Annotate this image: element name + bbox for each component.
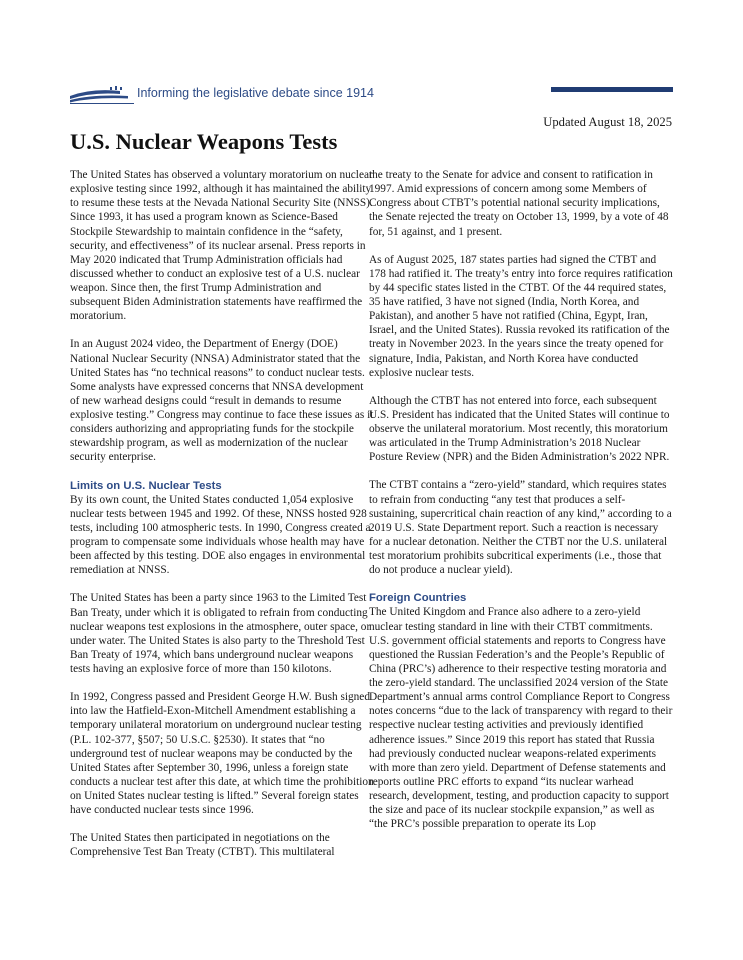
paragraph: As of August 2025, 187 states parties had signed the CTBT and 178 had ratified it. The treaty’s entry into force requires ratification by 44 specific states listed in the CTBT. Of the 44 required states, 35 have ratified, 3 have not signed (India, North Korea, and Pakistan), and another 5 have not ratified (China, Egypt, Iran, Israel, and the United States). Russia revoked its ratification of the treaty in November 2023. In the years since the treaty opened for signature, India, Pakistan, and North Korea have conducted explosive nuclear tests. [369,253,673,379]
section-heading-foreign: Foreign Countries [369,592,467,605]
paragraph: In an August 2024 video, the Department of Energy (DOE) National Nuclear Security (NNSA) Administrator stated that the United States has “no technical reasons” to conduct nuclear tests. Some analysts have expressed concerns that NNSA development of new warhead designs could “result in demands to resume explosive testing.” Congress may continue to face these issues as it considers authorizing and appropriating funds for the stockpile stewardship program, as well as modernization of the nuclear security enterprise. [70,338,374,464]
paragraph: Although the CTBT has not entered into force, each subsequent U.S. President has indicated that the United States will continue to observe the unilateral moratorium. Most recently, this moratorium was articulated in the Trump Administration’s 2018 Nuclear Posture Review (NPR) and the Biden Administration’s 2022 NPR. [369,394,670,464]
paragraph: The United Kingdom and France also adhere to a zero-yield nuclear testing standard in line with their CTBT commitments. U.S. government official statements and reports to Congress have questioned the Russian Federation’s and the People’s Republic of China (PRC’s) adherence to their respective testing moratoria and the zero-yield standard. The unclassified 2024 version of the State Department’s annual arms control Compliance Report to Congress notes concerns “due to the lack of transparency with regard to their respective nuclear testing activities and previously identified adherence issues.” Since 2019 this report has stated that Russia had previously conducted nuclear weapons-related experiments with more than zero yield. Department of Defense statements and reports outline PRC efforts to expand “its nuclear warhead research, development, testing, and production capacity to support the size and pace of its nuclear stockpile expansion,” as well as “the PRC’s possible preparation to operate its Lop [369,606,673,831]
paragraph: the treaty to the Senate for advice and consent to ratification in 1997. Amid expressions of concern among some Members of Congress about CTBT’s potential national security implications, the Senate rejected the treaty on October 13, 1999, by a vote of 48 for, 51 against, and 1 present. [369,169,669,238]
section-heading-limits: Limits on U.S. Nuclear Tests [70,479,222,492]
right-column [369,168,673,845]
paragraph: The United States then participated in negotiations on the Comprehensive Test Ban Treaty (CTBT). This multilateral [70,832,335,859]
logo-mark-icon [70,86,134,104]
paragraph: The CTBT contains a “zero-yield” standard, which requires states to refrain from conducting “any test that produces a self-sustaining, supercritical chain reaction of any kind,” according to a 2019 U.S. State Department report. Such a reaction is necessary for a nuclear detonation. Neither the CTBT nor the U.S. unilateral test moratorium prohibits subcritical experiments (i.e., those that do not produce a nuclear yield). [369,479,672,577]
paragraph: By its own count, the United States conducted 1,054 explosive nuclear tests between 1945 and 1992. Of these, NNSS hosted 928 tests, including 100 atmospheric tests. In 1990, Congress created a program to compensate some individuals whose health may have been affected by this testing. DOE also engages in environmental remediation at NNSS. [70,493,371,577]
left-column [70,168,374,874]
page-title: U.S. Nuclear Weapons Tests [70,129,338,154]
paragraph: The United States has observed a voluntary moratorium on nuclear explosive testing since 1992, although it has maintained the ability to resume these tests at the Nevada National Security Site (NNSS). Since 1993, it has used a program known as Science-Based Stockpile Stewardship to maintain confidence in the “safety, security, and effectiveness” of its nuclear arsenal. Press reports in May 2020 indicated that Trump Administration officials had discussed whether to conduct an explosive test of a U.S. nuclear weapon. Since then, the first Trump Administration and subsequent Biden Administration statements have reaffirmed the moratorium. [70,169,373,323]
updated-date: Updated August 18, 2025 [543,115,672,129]
paragraph: The United States has been a party since 1963 to the Limited Test Ban Treaty, under which it is obligated to refrain from conducting nuclear weapons test explosions in the atmosphere, outer space, or under water. The United States is also party to the Threshold Test Ban Treaty of 1974, which bans underground nuclear weapons tests having an explosive force of more than 150 kilotons. [70,592,371,675]
header-rule [551,87,673,92]
paragraph: In 1992, Congress passed and President George H.W. Bush signed into law the Hatfield-Exon-Mitchell Amendment establishing a temporary unilateral moratorium on underground nuclear testing (P.L. 102-377, §507; 50 U.S.C. §2530). It states that “no underground test of nuclear weapons may be conducted by the United States after September 30, 1996, unless a foreign state conducts a nuclear test after this date, at which time the prohibition on United States nuclear testing is lifted.” Several foreign states have conducted nuclear tests since 1996. [70,691,374,817]
header-tagline: Informing the legislative debate since 1914 [137,86,374,100]
